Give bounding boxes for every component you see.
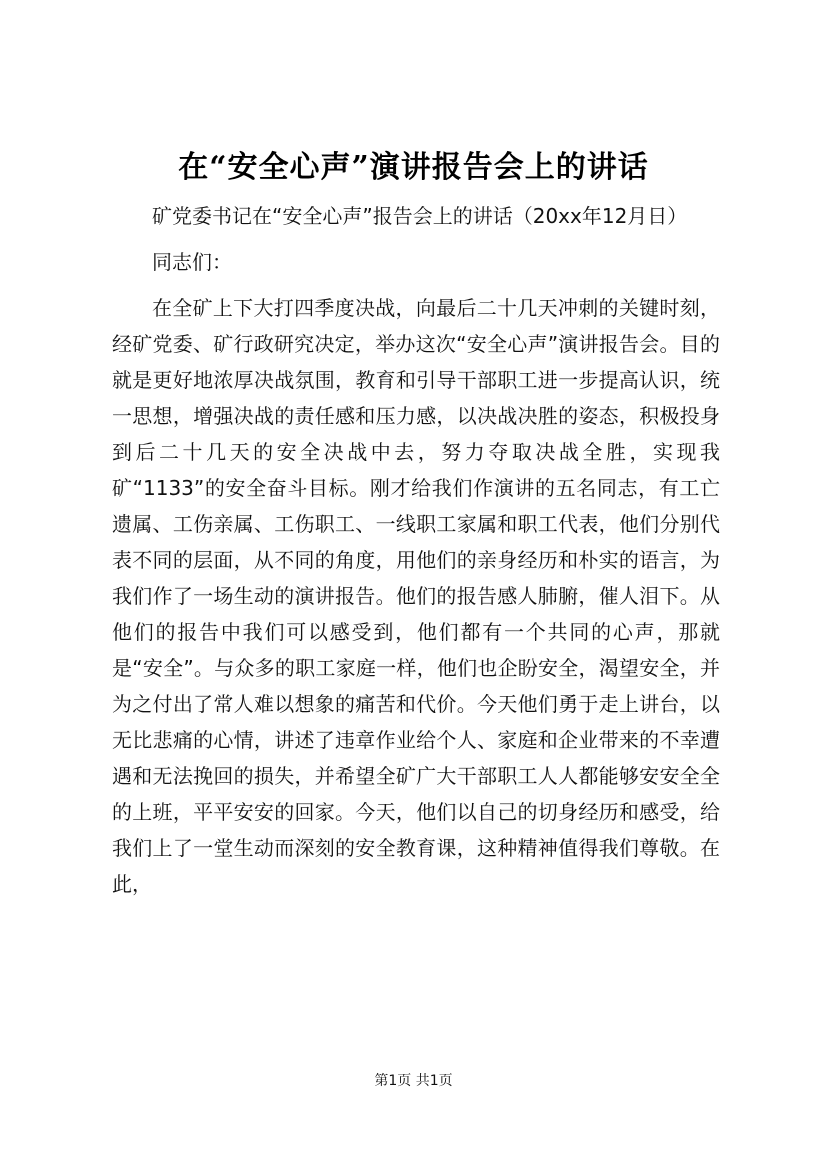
subtitle-line: 矿党委书记在“安全心声”报告会上的讲话（20xx年12月日） xyxy=(152,204,688,228)
salutation: 同志们： xyxy=(152,250,232,274)
page-title: 在“安全心声”演讲报告会上的讲话 xyxy=(178,150,649,185)
document-body xyxy=(112,198,720,902)
body-paragraph: 在全矿上下大打四季度决战，向最后二十几天冲刺的关键时刻，经矿党委、矿行政研究决定，举办这次“安全心声”演讲报告会。目的就是更好地浓厚决战氛围，教育和引导干部职工进一步提高认识，统一思想，增强决战的责任感和压力感，以决战决胜的姿态，积极投身到后二十几天的安全决战中去，努力夺取决战全胜，实现我矿“1133”的安全奋斗目标。刚才给我们作演讲的五名同志，有工亡遗属、工伤亲属、工伤职工、一线职工家属和职工代表，他们分别代表不同的层面，从不同的角度，用他们的亲身经历和朴实的语言，为我们作了一场生动的演讲报告。他们的报告感人肺腑，催人泪下。从他们的报告中我们可以感受到，他们都有一个共同的心声，那就是“安全”。与众多的职工家庭一样，他们也企盼安全，渴望安全，并为之付出了常人难以想象的痛苦和代价。今天他们勇于走上讲台，以无比悲痛的心情，讲述了违章作业给个人、家庭和企业带来的不幸遭遇和无法挽回的损失，并希望全矿广大干部职工人人都能够安安全全的上班，平平安安的回家。今天，他们以自己的切身经历和感受，给我们上了一堂生动而深刻的安全教育课，这种精神值得我们尊敬。在此， xyxy=(112,296,720,896)
page-footer: 第1页 共1页 xyxy=(374,1073,453,1089)
